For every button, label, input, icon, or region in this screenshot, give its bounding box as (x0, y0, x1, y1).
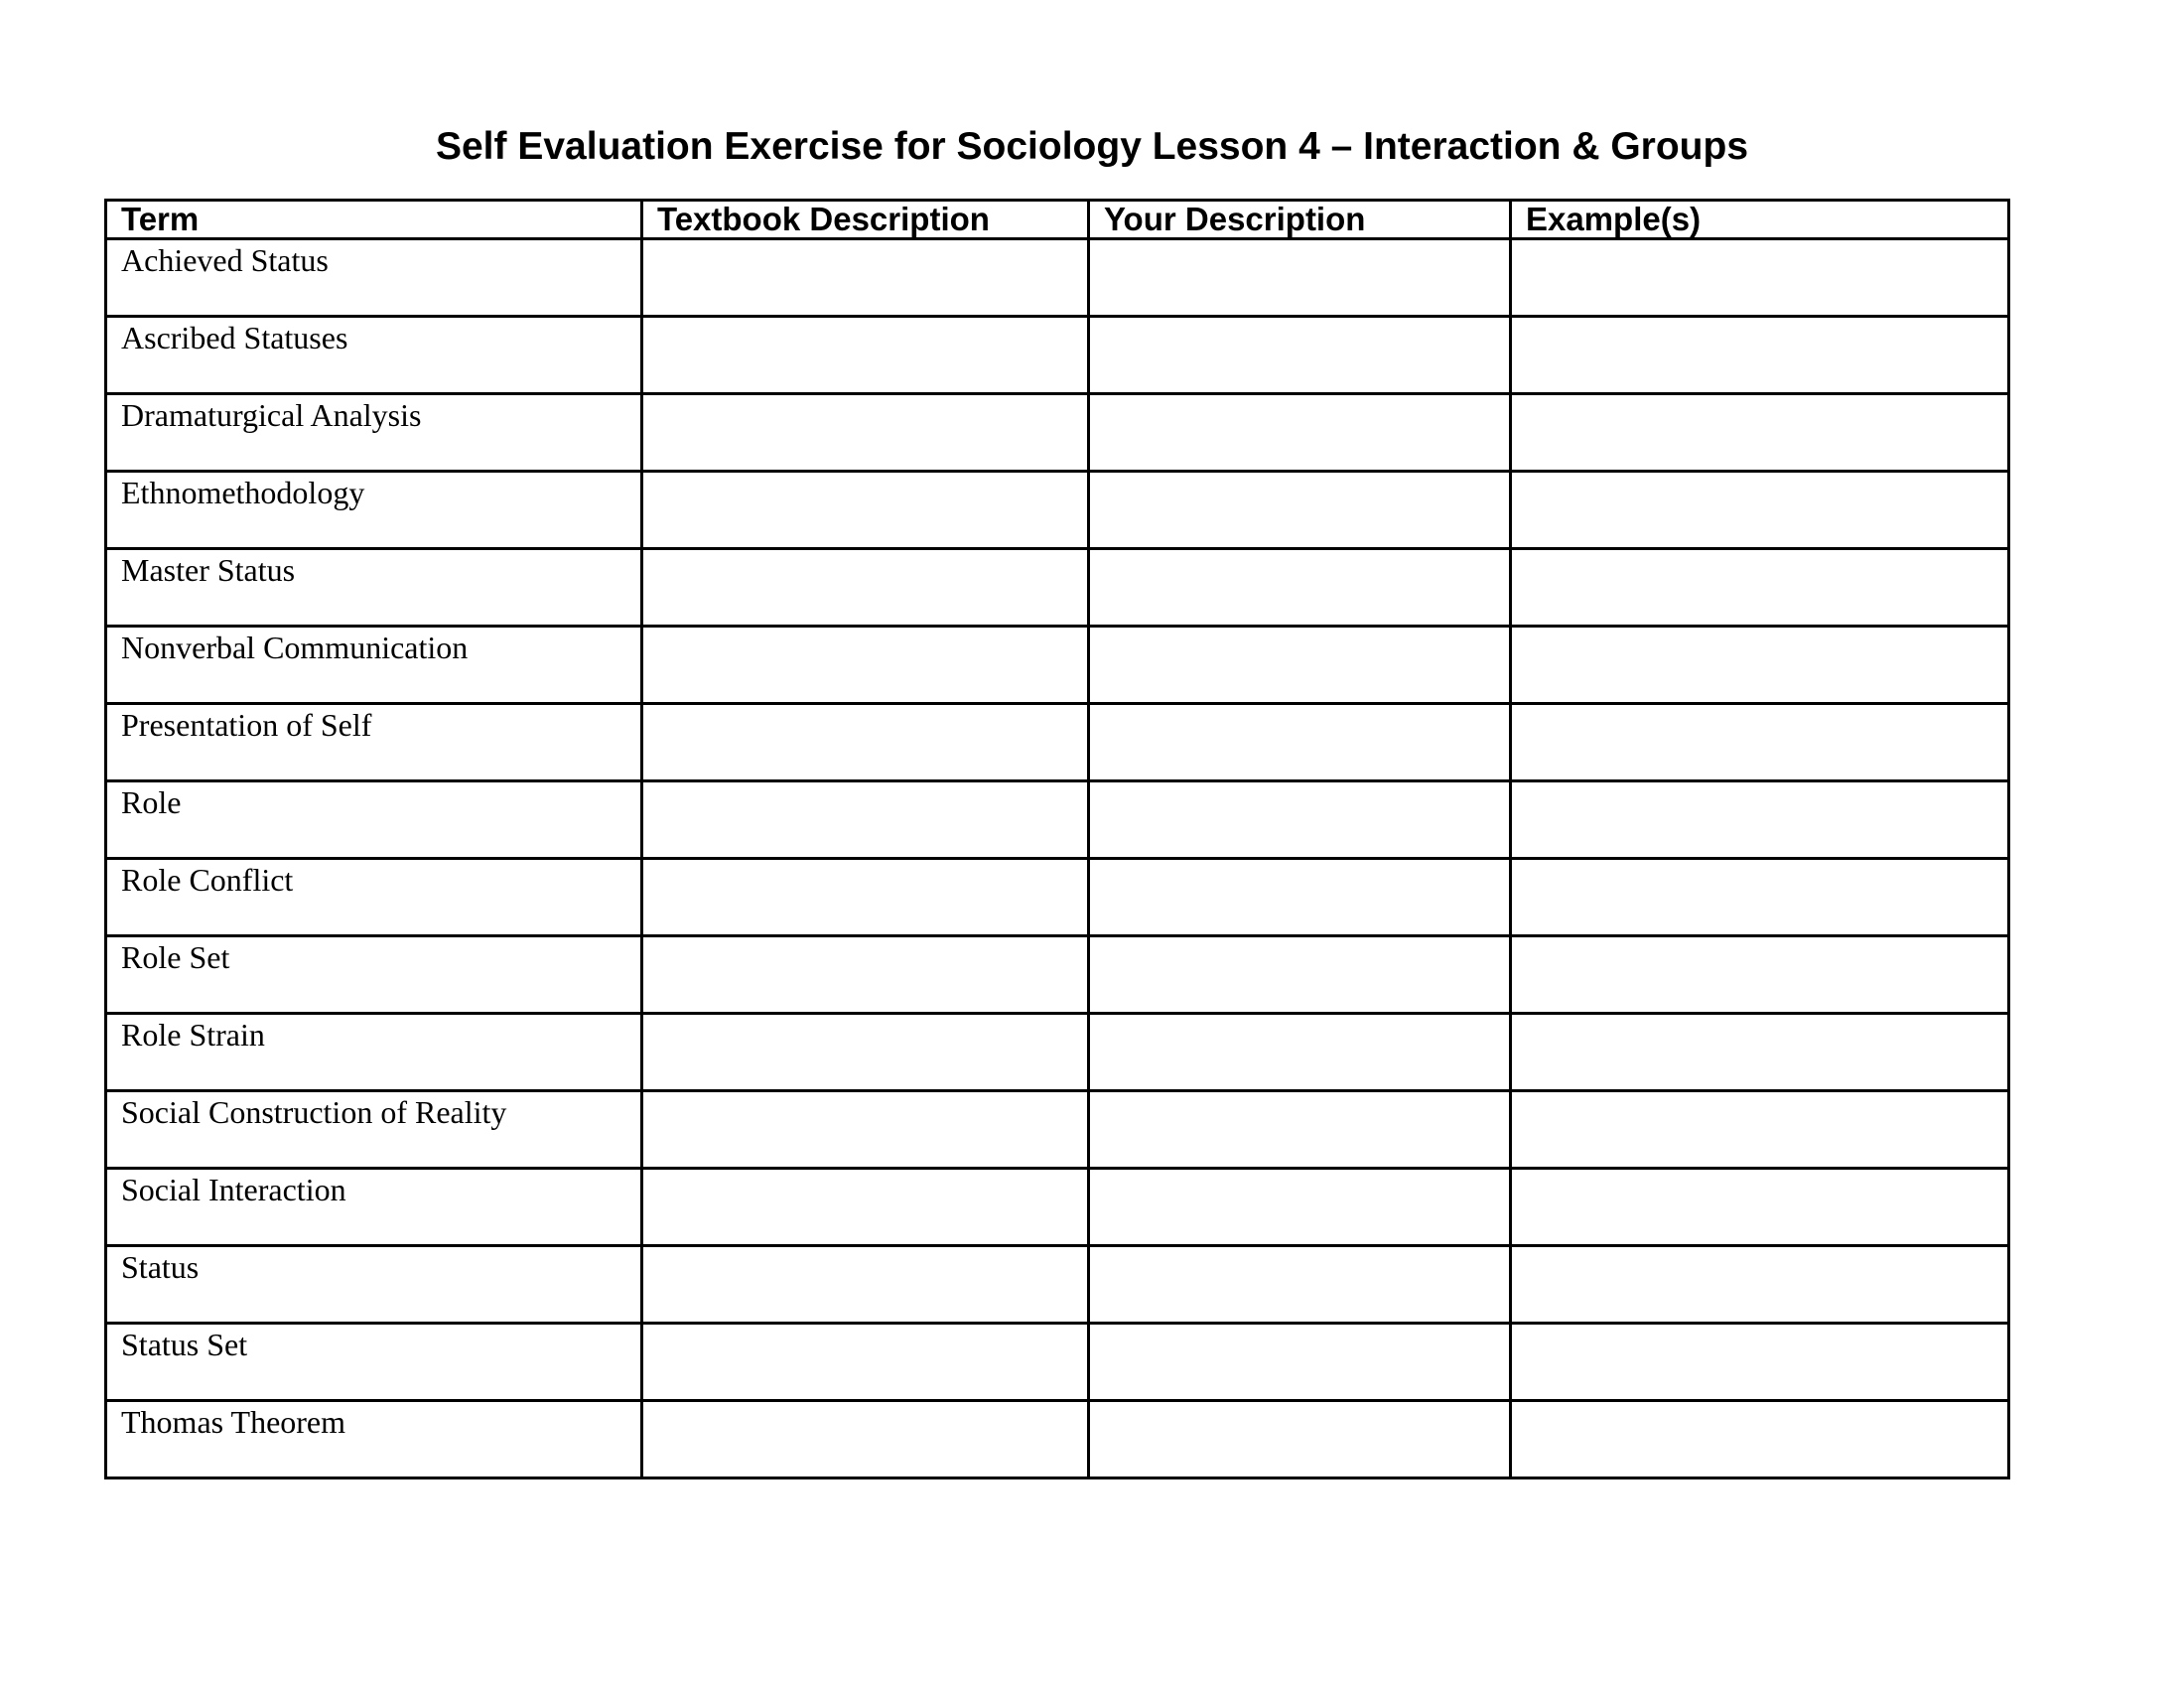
examples-cell[interactable] (1511, 627, 2009, 704)
your-description-cell[interactable] (1089, 1401, 1511, 1478)
textbook-description-cell[interactable] (642, 1401, 1089, 1478)
column-header-textbook-description: Textbook Description (642, 201, 1089, 239)
your-description-cell[interactable] (1089, 627, 1511, 704)
examples-cell[interactable] (1511, 239, 2009, 317)
textbook-description-cell[interactable] (642, 239, 1089, 317)
table-row (106, 781, 2009, 859)
textbook-description-cell[interactable] (642, 781, 1089, 859)
term-cell: Role Conflict (106, 859, 642, 936)
your-description-cell[interactable] (1089, 704, 1511, 781)
examples-cell[interactable] (1511, 317, 2009, 394)
textbook-description-cell[interactable] (642, 936, 1089, 1014)
term-cell: Achieved Status (106, 239, 642, 317)
examples-cell[interactable] (1511, 472, 2009, 549)
your-description-cell[interactable] (1089, 1169, 1511, 1246)
textbook-description-cell[interactable] (642, 1169, 1089, 1246)
examples-cell[interactable] (1511, 859, 2009, 936)
your-description-cell[interactable] (1089, 239, 1511, 317)
textbook-description-cell[interactable] (642, 1014, 1089, 1091)
your-description-cell[interactable] (1089, 1014, 1511, 1091)
your-description-cell[interactable] (1089, 1324, 1511, 1401)
table-row (106, 239, 2009, 317)
column-header-term: Term (106, 201, 642, 239)
table-row (106, 317, 2009, 394)
your-description-cell[interactable] (1089, 317, 1511, 394)
table-row (106, 394, 2009, 472)
examples-cell[interactable] (1511, 394, 2009, 472)
column-header-your-description: Your Description (1089, 201, 1511, 239)
term-cell: Nonverbal Communication (106, 627, 642, 704)
term-cell: Presentation of Self (106, 704, 642, 781)
table-row (106, 859, 2009, 936)
your-description-cell[interactable] (1089, 394, 1511, 472)
examples-cell[interactable] (1511, 549, 2009, 627)
table-row (106, 472, 2009, 549)
table-row (106, 1246, 2009, 1324)
term-cell: Role Set (106, 936, 642, 1014)
examples-cell[interactable] (1511, 1091, 2009, 1169)
term-cell: Master Status (106, 549, 642, 627)
term-cell: Status Set (106, 1324, 642, 1401)
table-row (106, 704, 2009, 781)
textbook-description-cell[interactable] (642, 549, 1089, 627)
table-row (106, 1091, 2009, 1169)
table-row (106, 1324, 2009, 1401)
examples-cell[interactable] (1511, 781, 2009, 859)
textbook-description-cell[interactable] (642, 704, 1089, 781)
your-description-cell[interactable] (1089, 936, 1511, 1014)
term-cell: Ethnomethodology (106, 472, 642, 549)
textbook-description-cell[interactable] (642, 1246, 1089, 1324)
examples-cell[interactable] (1511, 1169, 2009, 1246)
term-cell: Social Construction of Reality (106, 1091, 642, 1169)
table-row (106, 936, 2009, 1014)
term-cell: Social Interaction (106, 1169, 642, 1246)
your-description-cell[interactable] (1089, 472, 1511, 549)
table-row (106, 627, 2009, 704)
table-header-row (106, 201, 2009, 239)
term-cell: Role Strain (106, 1014, 642, 1091)
your-description-cell[interactable] (1089, 781, 1511, 859)
textbook-description-cell[interactable] (642, 394, 1089, 472)
table-row (106, 1401, 2009, 1478)
term-cell: Status (106, 1246, 642, 1324)
term-cell: Thomas Theorem (106, 1401, 642, 1478)
examples-cell[interactable] (1511, 1324, 2009, 1401)
textbook-description-cell[interactable] (642, 859, 1089, 936)
textbook-description-cell[interactable] (642, 472, 1089, 549)
table-row (106, 549, 2009, 627)
examples-cell[interactable] (1511, 1014, 2009, 1091)
your-description-cell[interactable] (1089, 859, 1511, 936)
page-title: Self Evaluation Exercise for Sociology Lesson 4 – Interaction & Groups (435, 125, 1749, 169)
term-cell: Role (106, 781, 642, 859)
textbook-description-cell[interactable] (642, 1324, 1089, 1401)
examples-cell[interactable] (1511, 1401, 2009, 1478)
examples-cell[interactable] (1511, 1246, 2009, 1324)
textbook-description-cell[interactable] (642, 627, 1089, 704)
examples-cell[interactable] (1511, 936, 2009, 1014)
table-row (106, 1169, 2009, 1246)
table-row (106, 1014, 2009, 1091)
examples-cell[interactable] (1511, 704, 2009, 781)
textbook-description-cell[interactable] (642, 317, 1089, 394)
column-header-examples: Example(s) (1511, 201, 2009, 239)
your-description-cell[interactable] (1089, 1091, 1511, 1169)
your-description-cell[interactable] (1089, 549, 1511, 627)
self-evaluation-table (104, 199, 2010, 1479)
your-description-cell[interactable] (1089, 1246, 1511, 1324)
term-cell: Ascribed Statuses (106, 317, 642, 394)
textbook-description-cell[interactable] (642, 1091, 1089, 1169)
term-cell: Dramaturgical Analysis (106, 394, 642, 472)
